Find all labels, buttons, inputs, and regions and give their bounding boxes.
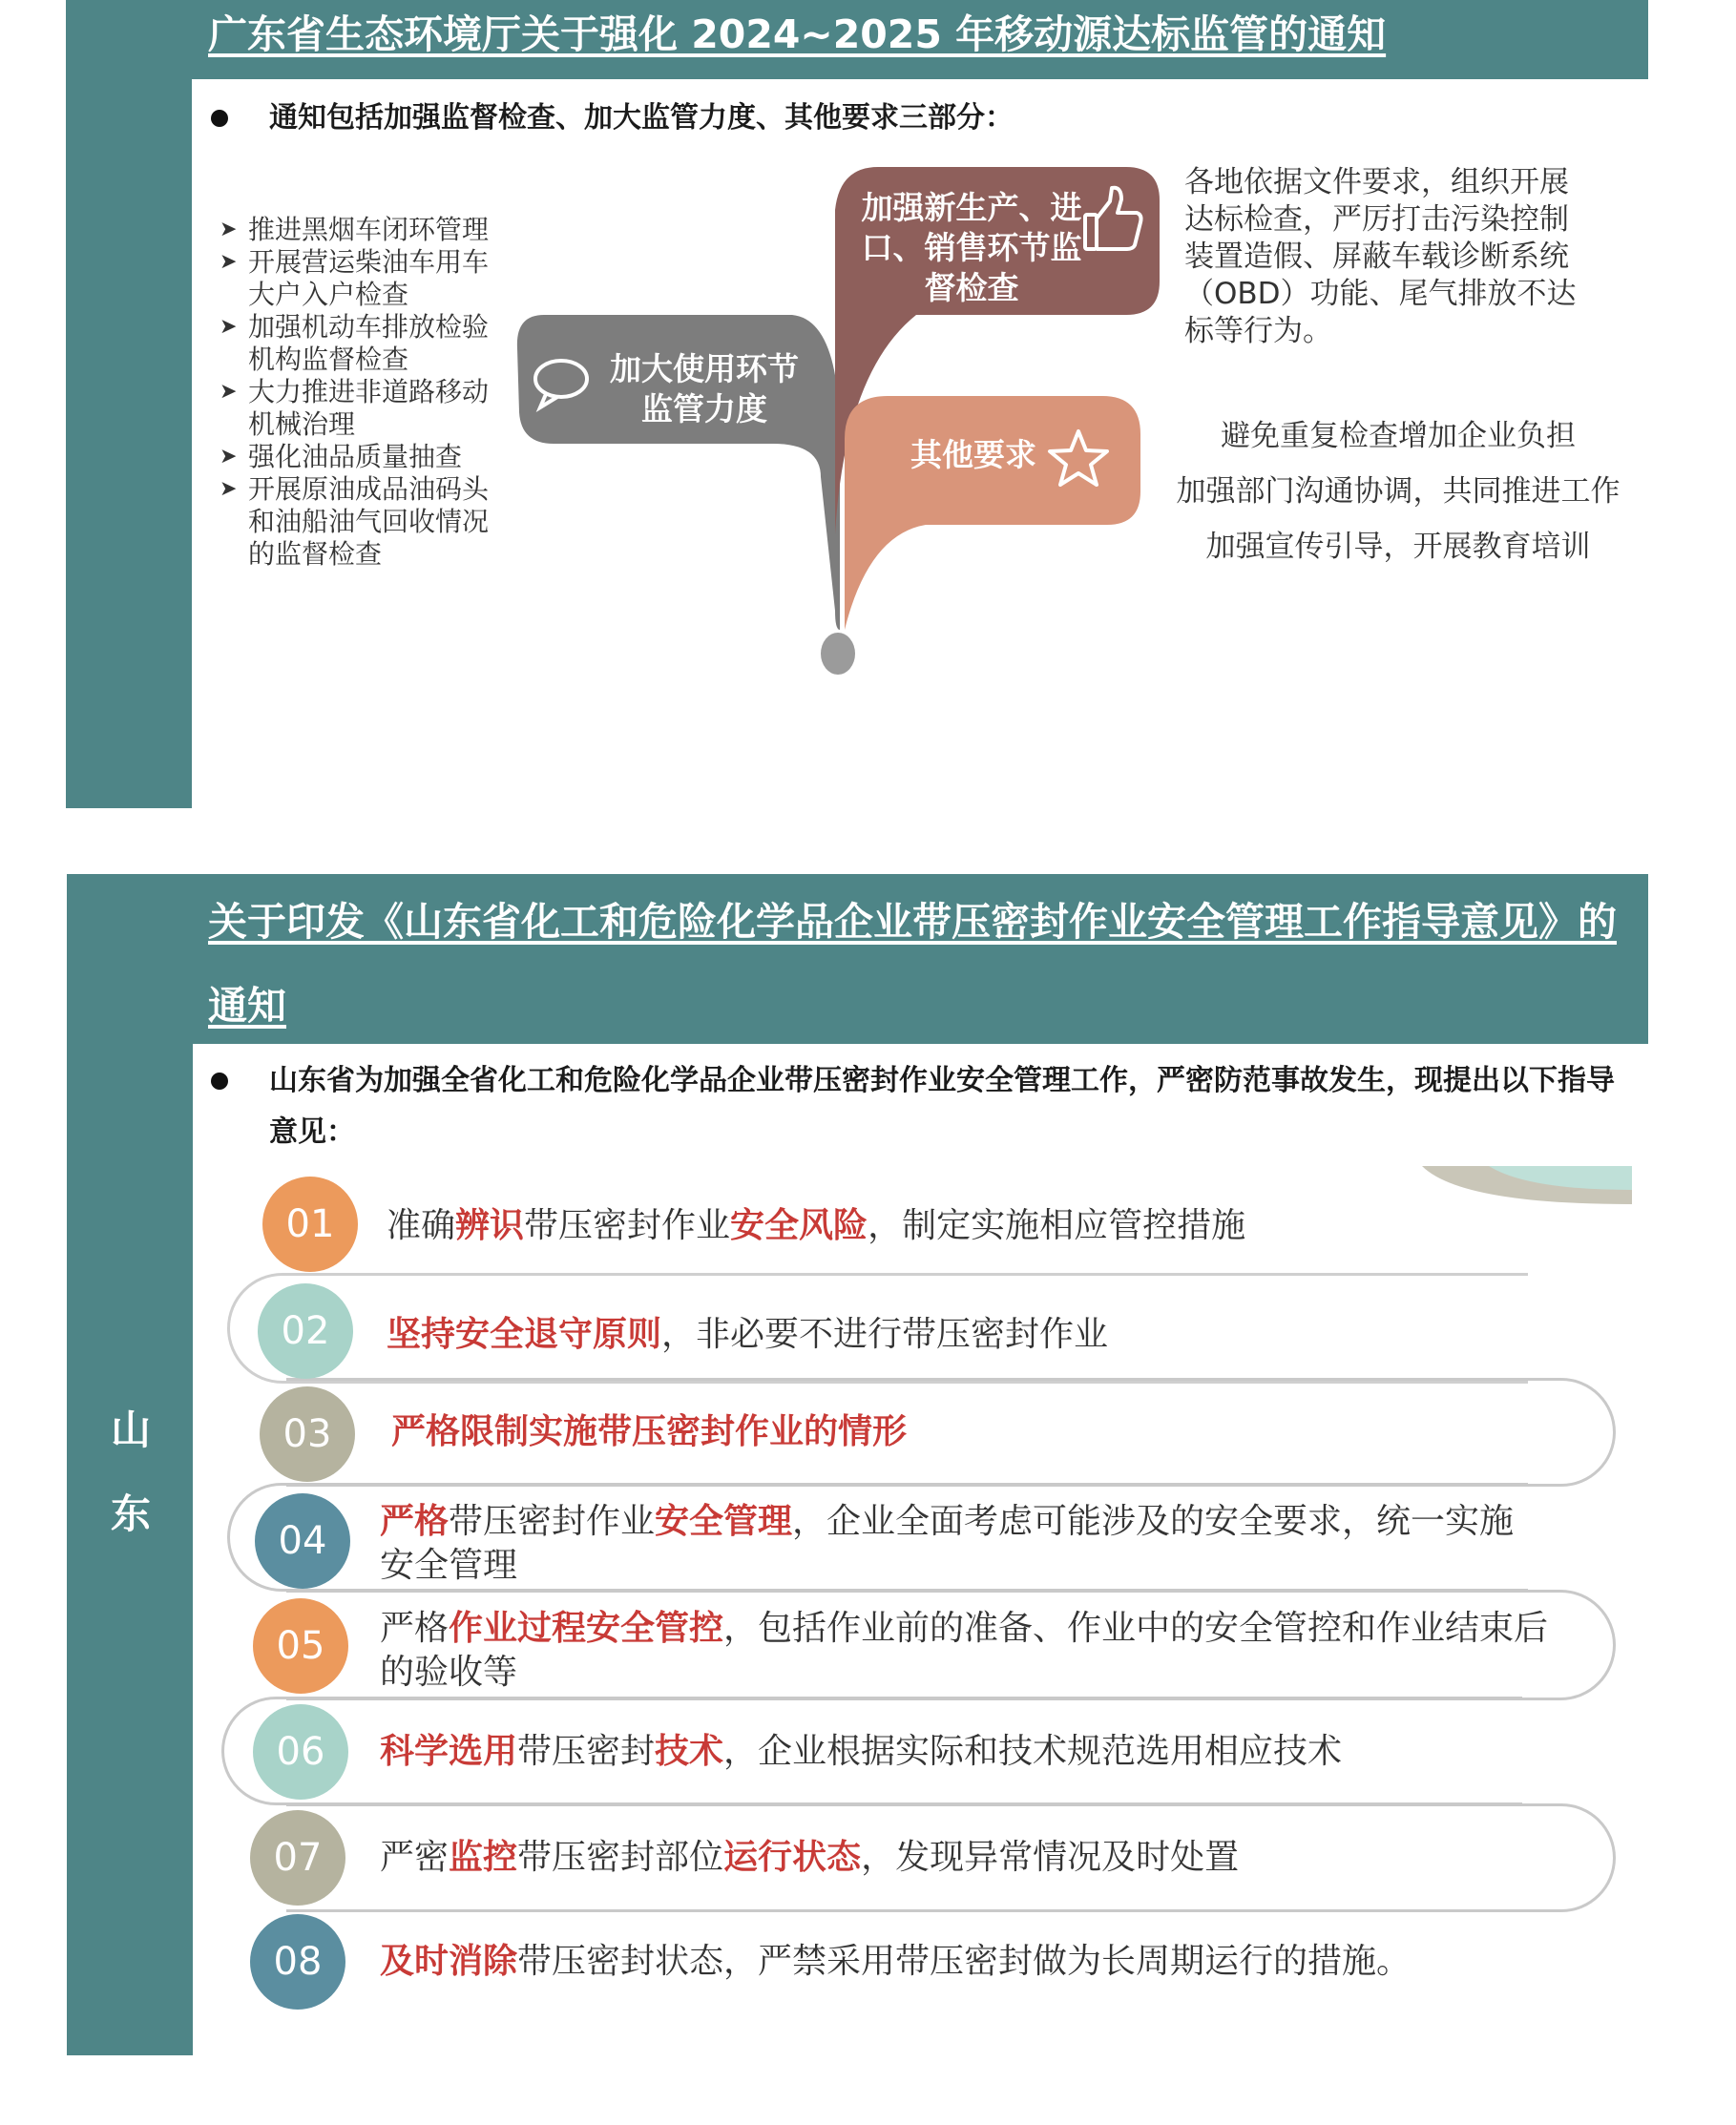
bubble-gray-label: 加大使用环节监管力度 — [610, 350, 799, 427]
highlight-text: 作业过程安全管控 — [449, 1609, 724, 1648]
plain-text: 严密 — [380, 1838, 450, 1877]
list-item: ➤ 推进黑烟车闭环管理 — [220, 214, 506, 246]
section2-side-label: 山 东 — [110, 1406, 151, 1537]
plain-text: 带压密封作业 — [524, 1206, 731, 1245]
number-badge: 08 — [250, 1914, 345, 2010]
section1-right-top: 各地依据文件要求，组织开展达标检查，严厉打击污染控制装置造假、屏蔽车载诊断系统（OBD）功能、尾气排放不达标等行为。 — [1184, 165, 1577, 348]
list-item: ➤ 开展原油成品油码头和油船油气回收情况的监督检查 — [220, 473, 506, 571]
plain-text: 准确 — [387, 1206, 456, 1245]
drop-tip — [821, 633, 855, 675]
number-badge: 02 — [258, 1283, 353, 1379]
requirement-line: 加强部门沟通协调，共同推进工作 — [1176, 474, 1621, 509]
section2-intro: 山东省为加强全省化工和危险化学品企业带压密封作业安全管理工作，严密防范事故发生，现提出以下指导意见： — [269, 1064, 1615, 1149]
guidance-item-text — [387, 1204, 1532, 1248]
guidance-item-text — [380, 1836, 1525, 1880]
highlight-text: 科学选用 — [380, 1732, 518, 1771]
highlight-text: 安全风险 — [730, 1206, 868, 1245]
guidance-item-text — [380, 1607, 1563, 1695]
number-badge: 07 — [250, 1810, 345, 1906]
guidance-item-text — [387, 1313, 1532, 1357]
highlight-text: 严格限制实施带压密封作业的情形 — [391, 1412, 908, 1451]
highlight-text: 监控 — [449, 1838, 518, 1877]
list-item: ➤ 加强机动车排放检验机构监督检查 — [220, 311, 506, 376]
plain-text: 带压密封状态，严禁采用带压密封做为长周期运行的措施。 — [517, 1942, 1412, 1981]
highlight-text: 安全管理 — [655, 1502, 793, 1541]
section1-side-bar — [66, 0, 192, 808]
highlight-text: 坚持安全退守原则 — [387, 1315, 662, 1354]
plain-text: ，非必要不进行带压密封作业 — [661, 1315, 1109, 1354]
highlight-text: 及时消除 — [380, 1942, 518, 1981]
plain-text: ，发现异常情况及时处置 — [861, 1838, 1240, 1877]
bubble-orange-label: 其他要求 — [910, 436, 1036, 473]
highlight-text: 运行状态 — [723, 1838, 862, 1877]
plain-text: 严格 — [380, 1609, 450, 1648]
section1-intro: 通知包括加强监督检查、加大监管力度、其他要求三部分： — [269, 101, 1014, 135]
number-badge: 01 — [262, 1177, 358, 1272]
section1-left-list — [220, 214, 506, 571]
requirement-line: 避免重复检查增加企业负担 — [1221, 419, 1576, 453]
plain-text: 带压密封部位 — [517, 1838, 724, 1877]
plain-text: ，制定实施相应管控措施 — [868, 1206, 1246, 1245]
plain-text: 带压密封 — [517, 1732, 656, 1771]
number-badge: 05 — [253, 1598, 348, 1694]
guidance-item-text — [380, 1500, 1525, 1588]
highlight-text: 辨识 — [455, 1206, 525, 1245]
list-item: ➤ 强化油品质量抽查 — [220, 441, 506, 473]
section1-right-bottom — [1150, 408, 1646, 574]
guidance-item-text — [380, 1940, 1525, 1984]
section2-title: 关于印发《山东省化工和危险化学品企业带压密封作业安全管理工作指导意见》的通知 — [208, 899, 1617, 1029]
number-badge: 04 — [255, 1493, 350, 1589]
list-item: ➤ 大力推进非道路移动机械治理 — [220, 376, 506, 441]
bubble-brown-label: 加强新生产、进口、销售环节监督检查 — [861, 189, 1082, 306]
plain-text: ，企业根据实际和技术规范选用相应技术 — [723, 1732, 1343, 1771]
highlight-text: 技术 — [655, 1732, 724, 1771]
plain-text: ，包括作业前的准备、作业中的安全管控和作业结束后的验收等 — [380, 1609, 1549, 1692]
plain-text: 带压密封作业 — [449, 1502, 656, 1541]
guidance-item-text — [380, 1730, 1525, 1774]
bullet-dot — [211, 110, 228, 127]
number-badge: 03 — [260, 1386, 355, 1482]
orange-petal — [845, 396, 1140, 630]
guidance-item-text — [391, 1410, 1537, 1454]
requirement-line: 加强宣传引导，开展教育培训 — [1205, 530, 1591, 564]
section1-title: 广东省生态环境厅关于强化 2024~2025 年移动源达标监管的通知 — [208, 11, 1387, 57]
plain-text: ，企业全面考虑可能涉及的安全要求，统一实施安全管理 — [380, 1502, 1515, 1585]
number-badge: 06 — [253, 1704, 348, 1800]
bullet-dot — [211, 1073, 228, 1090]
highlight-text: 严格 — [380, 1502, 450, 1541]
list-item: ➤ 开展营运柴油车用车大户入户检查 — [220, 246, 506, 311]
